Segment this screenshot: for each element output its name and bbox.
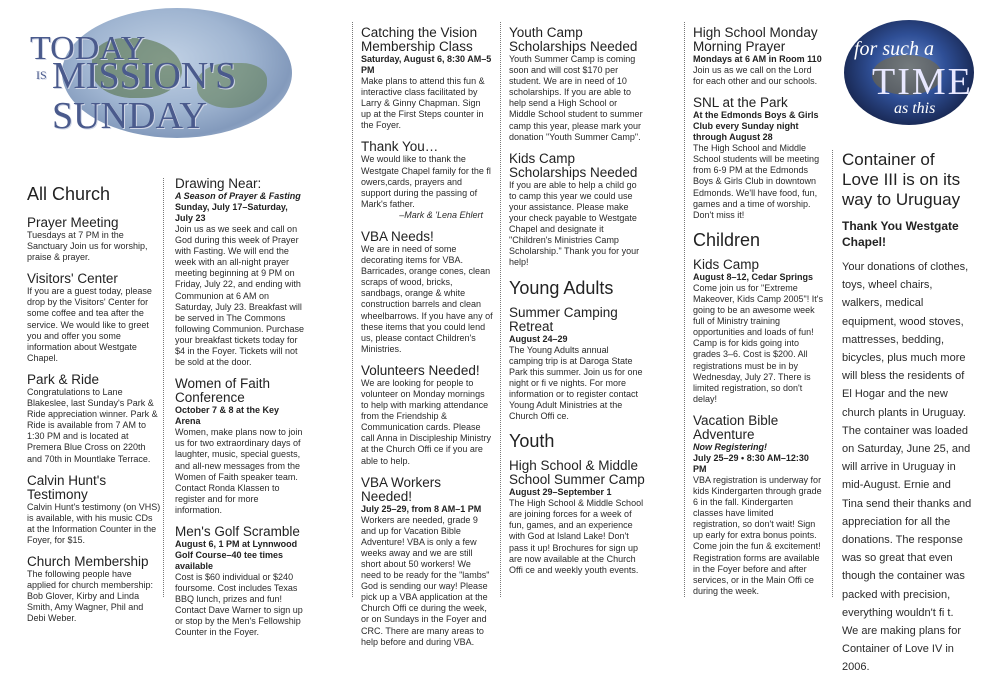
article [693, 258, 823, 405]
graphic-word: for such a [854, 38, 934, 60]
column-divider [500, 22, 501, 597]
article [509, 306, 645, 423]
column-divider [684, 22, 685, 597]
article-title: Catching the Vision Membership Class [361, 25, 478, 54]
article-body: We would like to thank the Westgate Chapel family for the fl owers,cards, prayers and support during the passing of Mark's father. [361, 154, 491, 209]
todays-missions-sunday-logo [22, 8, 312, 140]
logo-word: MISSION'S [52, 55, 237, 97]
article [509, 459, 645, 576]
article-title: Kids Camp Scholarships Needed [509, 150, 638, 180]
article-date: August 24–29 [509, 333, 568, 344]
column-divider [163, 178, 164, 597]
article-body: Congratulations to Lane Blakeslee, last Sunday's Park & Ride appreciation winner. Park & Ride is available from 7 AM to 1:30 PM and is located at Premera Blue Cross on 220th and 70th in Mountlake Terrace. [27, 386, 158, 464]
article [27, 216, 161, 263]
article-body: We are in need of some decorating items for VBA. Barricades, orange cones, clean scraps of wood, bricks, sandbags, orange & white construction barrels and clean wheelbarrows. If you have any of these items that you could lend us, please contact Children's Ministries. [361, 243, 493, 354]
feature-body: Your donations of clothes, toys, wheel chairs, walkers, medical equipment, wood stoves, mattresses, bedding, bicycles, plus much more will bless the residents of El Hogar and the new church plants in Uruguay. The container was loaded on Saturday, June 25, and will arrive in Uruguay in mid-August. Ernie and Tina send their thanks and appreciation for all the donations. The response was so great that even though the container was packed with precision, everything wouldn't fi t. [842, 261, 972, 619]
article [361, 476, 493, 648]
section-heading: Children [693, 229, 761, 250]
article-date: Saturday, August 6, 8:30 AM–5 PM [361, 54, 492, 75]
article [361, 230, 493, 355]
article-body: VBA registration is underway for kids Kindergarten through grade 6 in the fall. Kindergarten classes have limited registration, so don't wait! Sign up early for extra bonus points. Come join the fun & excitement! Registration forms are available in the Foyer before and after services, or in the Main Offi ce during the week. [693, 474, 822, 596]
article-title: Park & Ride [27, 371, 100, 387]
article-signature: –Mark & 'Lena Ehlert [399, 209, 483, 220]
section-heading: Youth [509, 431, 555, 452]
feature-heading: Container of Love III is on its way to Uruguay [842, 150, 961, 209]
article [693, 96, 823, 221]
article [693, 414, 823, 597]
article-title: Vacation Bible Adventure [693, 412, 779, 442]
article-body: Youth Summer Camp is coming soon and will cost $170 per student. We are in need of 10 scholarships. If you are able to help send a High School or Middle School student to summer camp this year, please mark your donation "Youth Summer Camp". [509, 54, 643, 142]
article-body: Workers are needed, grade 9 and up for Vacation Bible Adventure! VBA is only a few weeks away and we are still short about 50 workers! We need to be ready for the "lambs" God is sending our way! Please pick up a VBA application at the Church Offi ce during the week, or on Sundays in the Foyer and CRC. There are many areas to help before and during VBA. [361, 514, 490, 647]
article-body: The High School and Middle School students will be meeting from 6-9 PM at the Edmonds Boys & Girls Club in downtown Edmonds. We'll have food, fun, games and a time of worship. Don't miss it! [693, 143, 820, 220]
article-title: Youth Camp Scholarships Needed [509, 25, 638, 54]
section-heading: Young Adults [509, 277, 614, 298]
article-title: Calvin Hunt's Testimony [27, 472, 107, 502]
article [27, 555, 161, 624]
column-events [175, 177, 305, 648]
article-body: Make plans to attend this fun & interactive class facilitated by Larry & Ginny Chapman. Sign up at the First Steps counter in the Foyer. [361, 76, 485, 131]
article-body: Join us as we call on the Lord for each other and our schools. [693, 65, 818, 87]
article [175, 177, 305, 368]
article-subtitle [693, 442, 823, 453]
graphic-word: TIME [872, 61, 973, 103]
article [27, 373, 161, 465]
column-container-of-love [842, 150, 974, 677]
article-title: Women of Faith Conference [175, 376, 271, 406]
article-body: The following people have applied for church membership: Bob Glover, Kirby and Linda Smith, Amy Wagner, Phil and Debi Weber. [27, 568, 154, 624]
article-body: The High School & Middle School are joining forces for a week of fun, games, and an experience with God at Island Lake! Don't pass it up! Brochures for sign up are now available at the Church Offi ce and weekly youth events. [509, 498, 644, 575]
article [361, 26, 493, 131]
logo-word: IS [36, 68, 47, 82]
article-body: Tuesdays at 7 PM in the Sanctuary Join us for worship, praise & prayer. [27, 230, 148, 263]
column-children [693, 26, 823, 606]
graphic-word: as this [894, 100, 936, 117]
article-body: If you are a guest today, please drop by the Visitors' Center for some coffee and tea after the service. We would like to greet you and offer you some information about Westgate Chapel. [27, 286, 152, 363]
article-date: Mondays at 6 AM in Room 110 [693, 54, 822, 64]
article-title: SNL at the Park [693, 95, 788, 111]
for-such-a-time-graphic [842, 20, 976, 125]
article-title: Visitors' Center [27, 271, 118, 287]
article-body: The Young Adults annual camping trip is at Daroga State Park this summer. Join us for one night or fi ve nights. For more information or to register contact Young Adult Ministries at the Church Offi ce. [509, 344, 643, 422]
article-title: Church Membership [27, 553, 149, 569]
article-body: Cost is $60 individual or $240 foursome. Cost includes Texas BBQ lunch, prizes and fun! Contact Dave Warner to sign up or stop by the Men's Fellowship Counter in the Foyer. [175, 571, 303, 638]
article-date: Sunday, July 17–Saturday, July 23 [175, 202, 288, 223]
article-title: Men's Golf Scramble [175, 523, 300, 539]
article-subtitle-italic: Now Registering! [693, 441, 768, 452]
article-title: Drawing Near: [175, 176, 262, 191]
article-title: Summer Camping Retreat [509, 304, 618, 334]
article [361, 140, 493, 220]
article-date: August 6, 1 PM at Lynnwood Golf Course–40 tee times available [175, 538, 298, 571]
article-body: Come join us for "Extreme Makeover, Kids Camp 2005"! It's going to be an awesome week full of Ministry training opportunities and loads of fun! Camp is for kids going into grades 3–6. Cost is $200. All registrations must be in by Wednesday, July 27. There is limited registration, so don't delay! [693, 282, 823, 404]
article-title: Thank You… [361, 139, 439, 155]
article-title: VBA Workers Needed! [361, 474, 442, 504]
article [509, 26, 645, 143]
thank-you-heading: Thank You Westgate Chapel! [842, 219, 959, 249]
article-date: October 7 & 8 at the Key Arena [175, 405, 280, 427]
article-body: Calvin Hunt's testimony (on VHS) is available, with his music CDs at the Information Counter in the Foyer, for $15. [27, 501, 161, 545]
article [693, 26, 823, 87]
column-youth [509, 26, 645, 585]
article-body: If you are able to help a child go to camp this year we could use your assistance. Please make your check payable to Westgate Chapel and designate it "Children's Ministries Camp Scholarship." Thank you for your help! [509, 179, 640, 268]
article-date: August 29–September 1 [509, 487, 612, 498]
article [27, 272, 161, 364]
section-heading: All Church [27, 184, 111, 204]
article-title: VBA Needs! [361, 228, 434, 244]
article-title: High School Monday Morning Prayer [693, 25, 818, 54]
article [175, 377, 305, 516]
article-title: Volunteers Needed! [361, 362, 480, 378]
article-subtitle-italic: A Season of Prayer & Fasting [175, 191, 301, 201]
column-divider [832, 150, 833, 597]
column-all-church [27, 184, 161, 633]
article-title: Prayer Meeting [27, 215, 119, 230]
article [27, 474, 161, 546]
column-membership [361, 26, 493, 657]
article-body: Women, make plans now to join us for two extraordinary days of laughter, music, special guests, and all-new messages from the Women of Faith speaker team. Contact Ronda Klassen to register and for more information. [175, 427, 303, 515]
article-body: Join us as we seek and call on God during this week of Prayer with Fasting. We will end the week with an all-night prayer meeting beginning at 9 PM on Friday, July 22, and ending with Communion at 6 AM on Saturday, July 23. Breakfast will be served in The Commons following Communion. Purchase your breakfast tickets today for $4 in the Foyer. Tickets will not be sold at the door. [175, 224, 305, 368]
article [175, 525, 305, 639]
feature-body-closing: We are making plans for Container of Love IV in 2006. [842, 625, 962, 674]
article-title: Kids Camp [693, 256, 760, 272]
article [361, 364, 493, 467]
article-date: At the Edmonds Boys & Girls Club every Sunday night through August 28 [693, 110, 819, 143]
article-body: We are looking for people to volunteer on Monday mornings to help with marking attendance from the Friendship & Communication cards. Please call Anna in Discipleship Ministry at the Church Offi ce if you are able to help. [361, 377, 492, 466]
column-divider [352, 22, 353, 597]
article-date: July 25–29, from 8 AM–1 PM [361, 503, 482, 514]
article-subtitle [175, 191, 305, 202]
logo-word: SUNDAY [52, 95, 207, 137]
article [509, 152, 645, 269]
logo-word: TODAY [30, 30, 146, 67]
article-date: July 25–29 • 8:30 AM–12:30 PM [693, 452, 809, 474]
article-date: August 8–12, Cedar Springs [693, 271, 814, 282]
article-title: High School & Middle School Summer Camp [509, 458, 645, 488]
